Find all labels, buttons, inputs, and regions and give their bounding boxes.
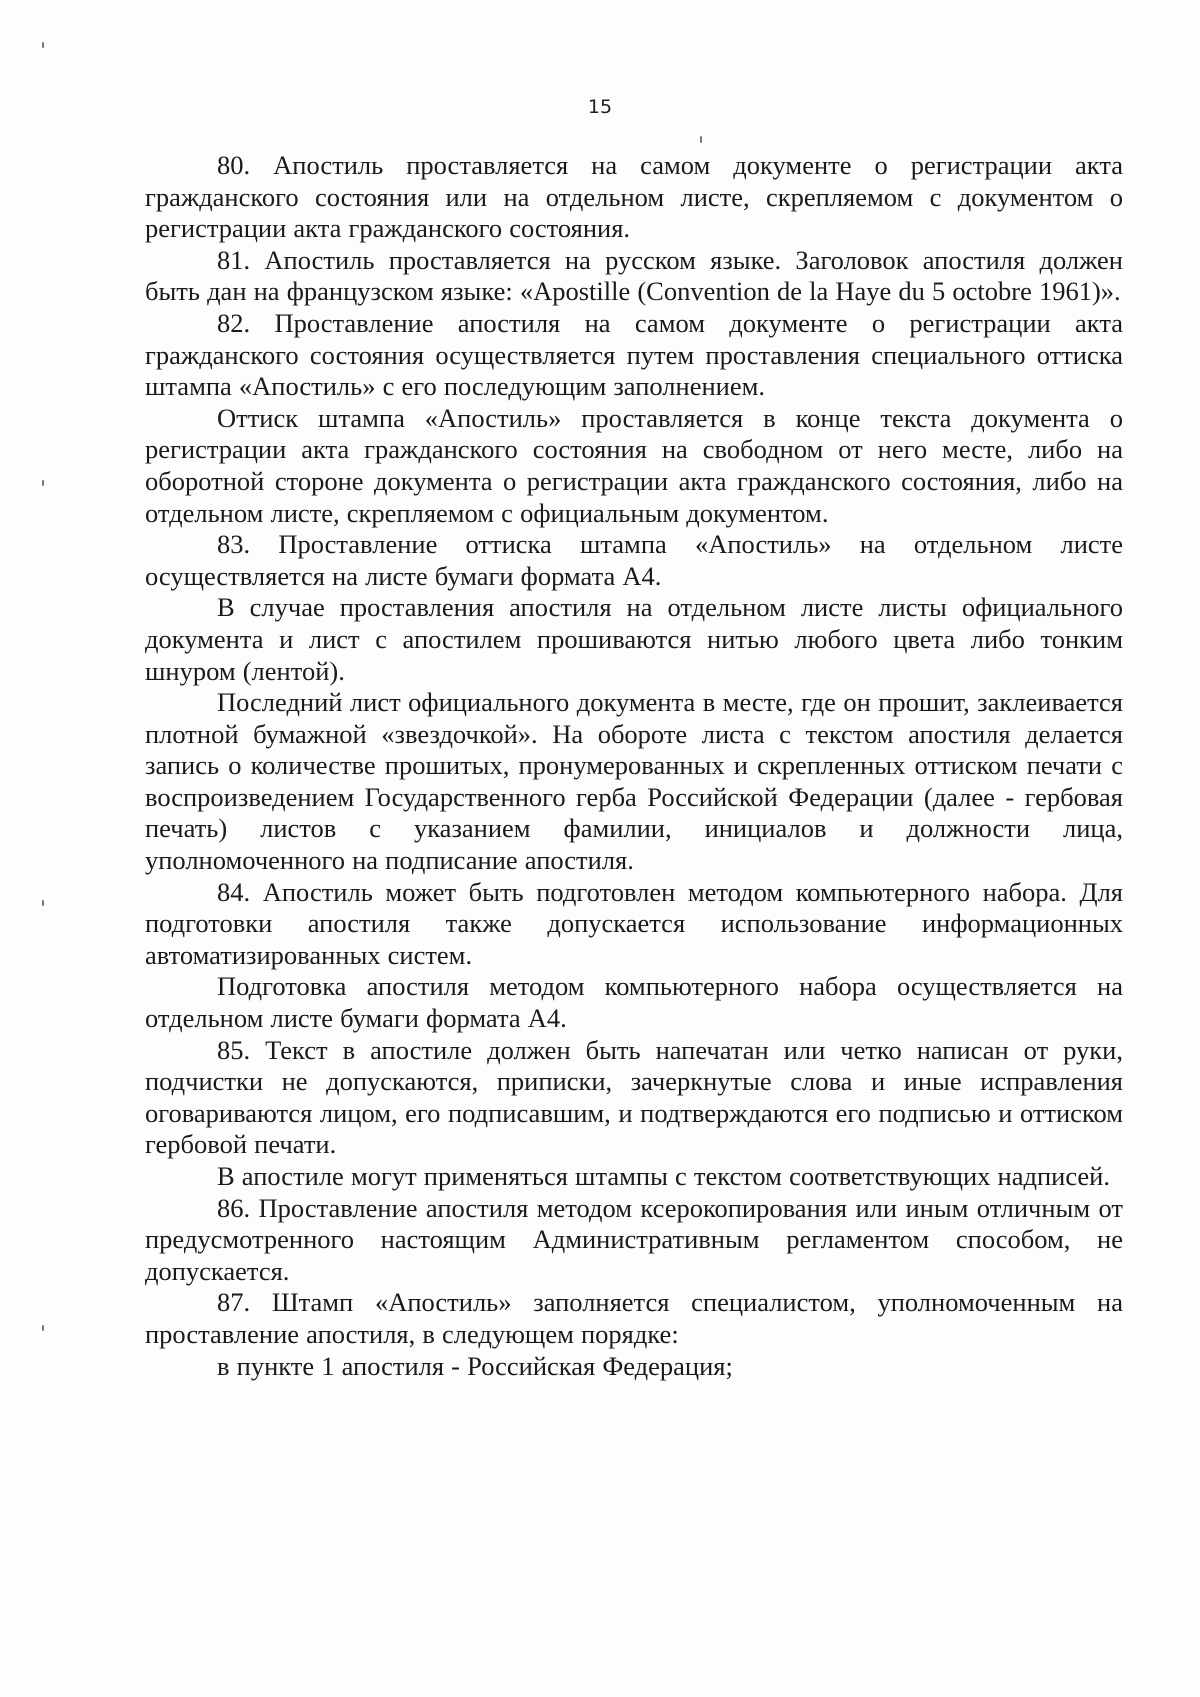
paragraph-83: 83. Проставление оттиска штампа «Апостиль» на отдельном листе осуществляется на листе бумаги формата А4. xyxy=(145,529,1123,591)
paragraph-85: 85. Текст в апостиле должен быть напечатан или четко написан от руки, подчистки не допускаются, приписки, зачеркнутые слова и иные исправления оговариваются лицом, его подписавшим, и подтверждаются его подписью и оттиском гербовой печати. xyxy=(145,1034,1123,1160)
scan-speck xyxy=(42,42,44,48)
paragraph-83-separate-sheet: В случае проставления апостиля на отдельном листе листы официального документа и лист с апостилем прошиваются нитью любого цвета либо тонким шнуром (лентой). xyxy=(145,592,1123,686)
paragraph-87: 87. Штамп «Апостиль» заполняется специалистом, уполномоченным на проставление апостиля, в следующем порядке: xyxy=(145,1287,1123,1349)
paragraph-82-stamp-placement: Оттиск штампа «Апостиль» проставляется в конце текста документа о регистрации акта гражданского состояния на свободном от него месте, либо на оборотной стороне документа о регистрации акта гражданского состояния, либо на отдельном листе, скрепляемом с официальным документом. xyxy=(145,402,1123,528)
page-number: 15 xyxy=(587,96,613,118)
scan-speck xyxy=(42,1325,44,1331)
paragraph-85-stamps: В апостиле могут применяться штампы с текстом соответствующих надписей. xyxy=(217,1161,1110,1191)
paragraph-80: 80. Апостиль проставляется на самом документе о регистрации акта гражданского состояния или на отдельном листе, скрепляемом с документом о регистрации акта гражданского состояния. xyxy=(145,150,1123,244)
scan-speck xyxy=(700,136,702,143)
paragraph-86: 86. Проставление апостиля методом ксерокопирования или иным отличным от предусмотренного настоящим Административным регламентом способом, не допускается. xyxy=(145,1192,1123,1286)
paragraph-83-last-sheet: Последний лист официального документа в месте, где он прошит, заклеивается плотной бумажной «звездочкой». На обороте листа с текстом апостиля делается запись о количестве прошитых, пронумерованных и скрепленных оттиском печати с воспроизведением Государственного герба Российской Федерации (далее - гербовая печать) листов с указанием фамилии, инициалов и должности лица, уполномоченного на подписание апостиля. xyxy=(145,687,1123,876)
scan-speck xyxy=(42,900,44,906)
document-text xyxy=(145,150,1123,1382)
scan-speck xyxy=(42,480,44,486)
paragraph-87-item-1: в пункте 1 апостиля - Российская Федерация; xyxy=(217,1350,733,1381)
paragraph-84-computer-typing: Подготовка апостиля методом компьютерного набора осуществляется на отдельном листе бумаги формата А4. xyxy=(145,971,1123,1034)
paragraph-81: 81. Апостиль проставляется на русском языке. Заголовок апостиля должен быть дан на французском языке: «Apostille (Convention de la Haye du 5 octobre 1961)». xyxy=(145,244,1123,307)
paragraph-82: 82. Проставление апостиля на самом документе о регистрации акта гражданского состояния осуществляется путем проставления специального оттиска штампа «Апостиль» с его последующим заполнением. xyxy=(145,307,1123,402)
paragraph-84: 84. Апостиль может быть подготовлен методом компьютерного набора. Для подготовки апостиля также допускается использование информационных автоматизированных систем. xyxy=(145,876,1123,970)
